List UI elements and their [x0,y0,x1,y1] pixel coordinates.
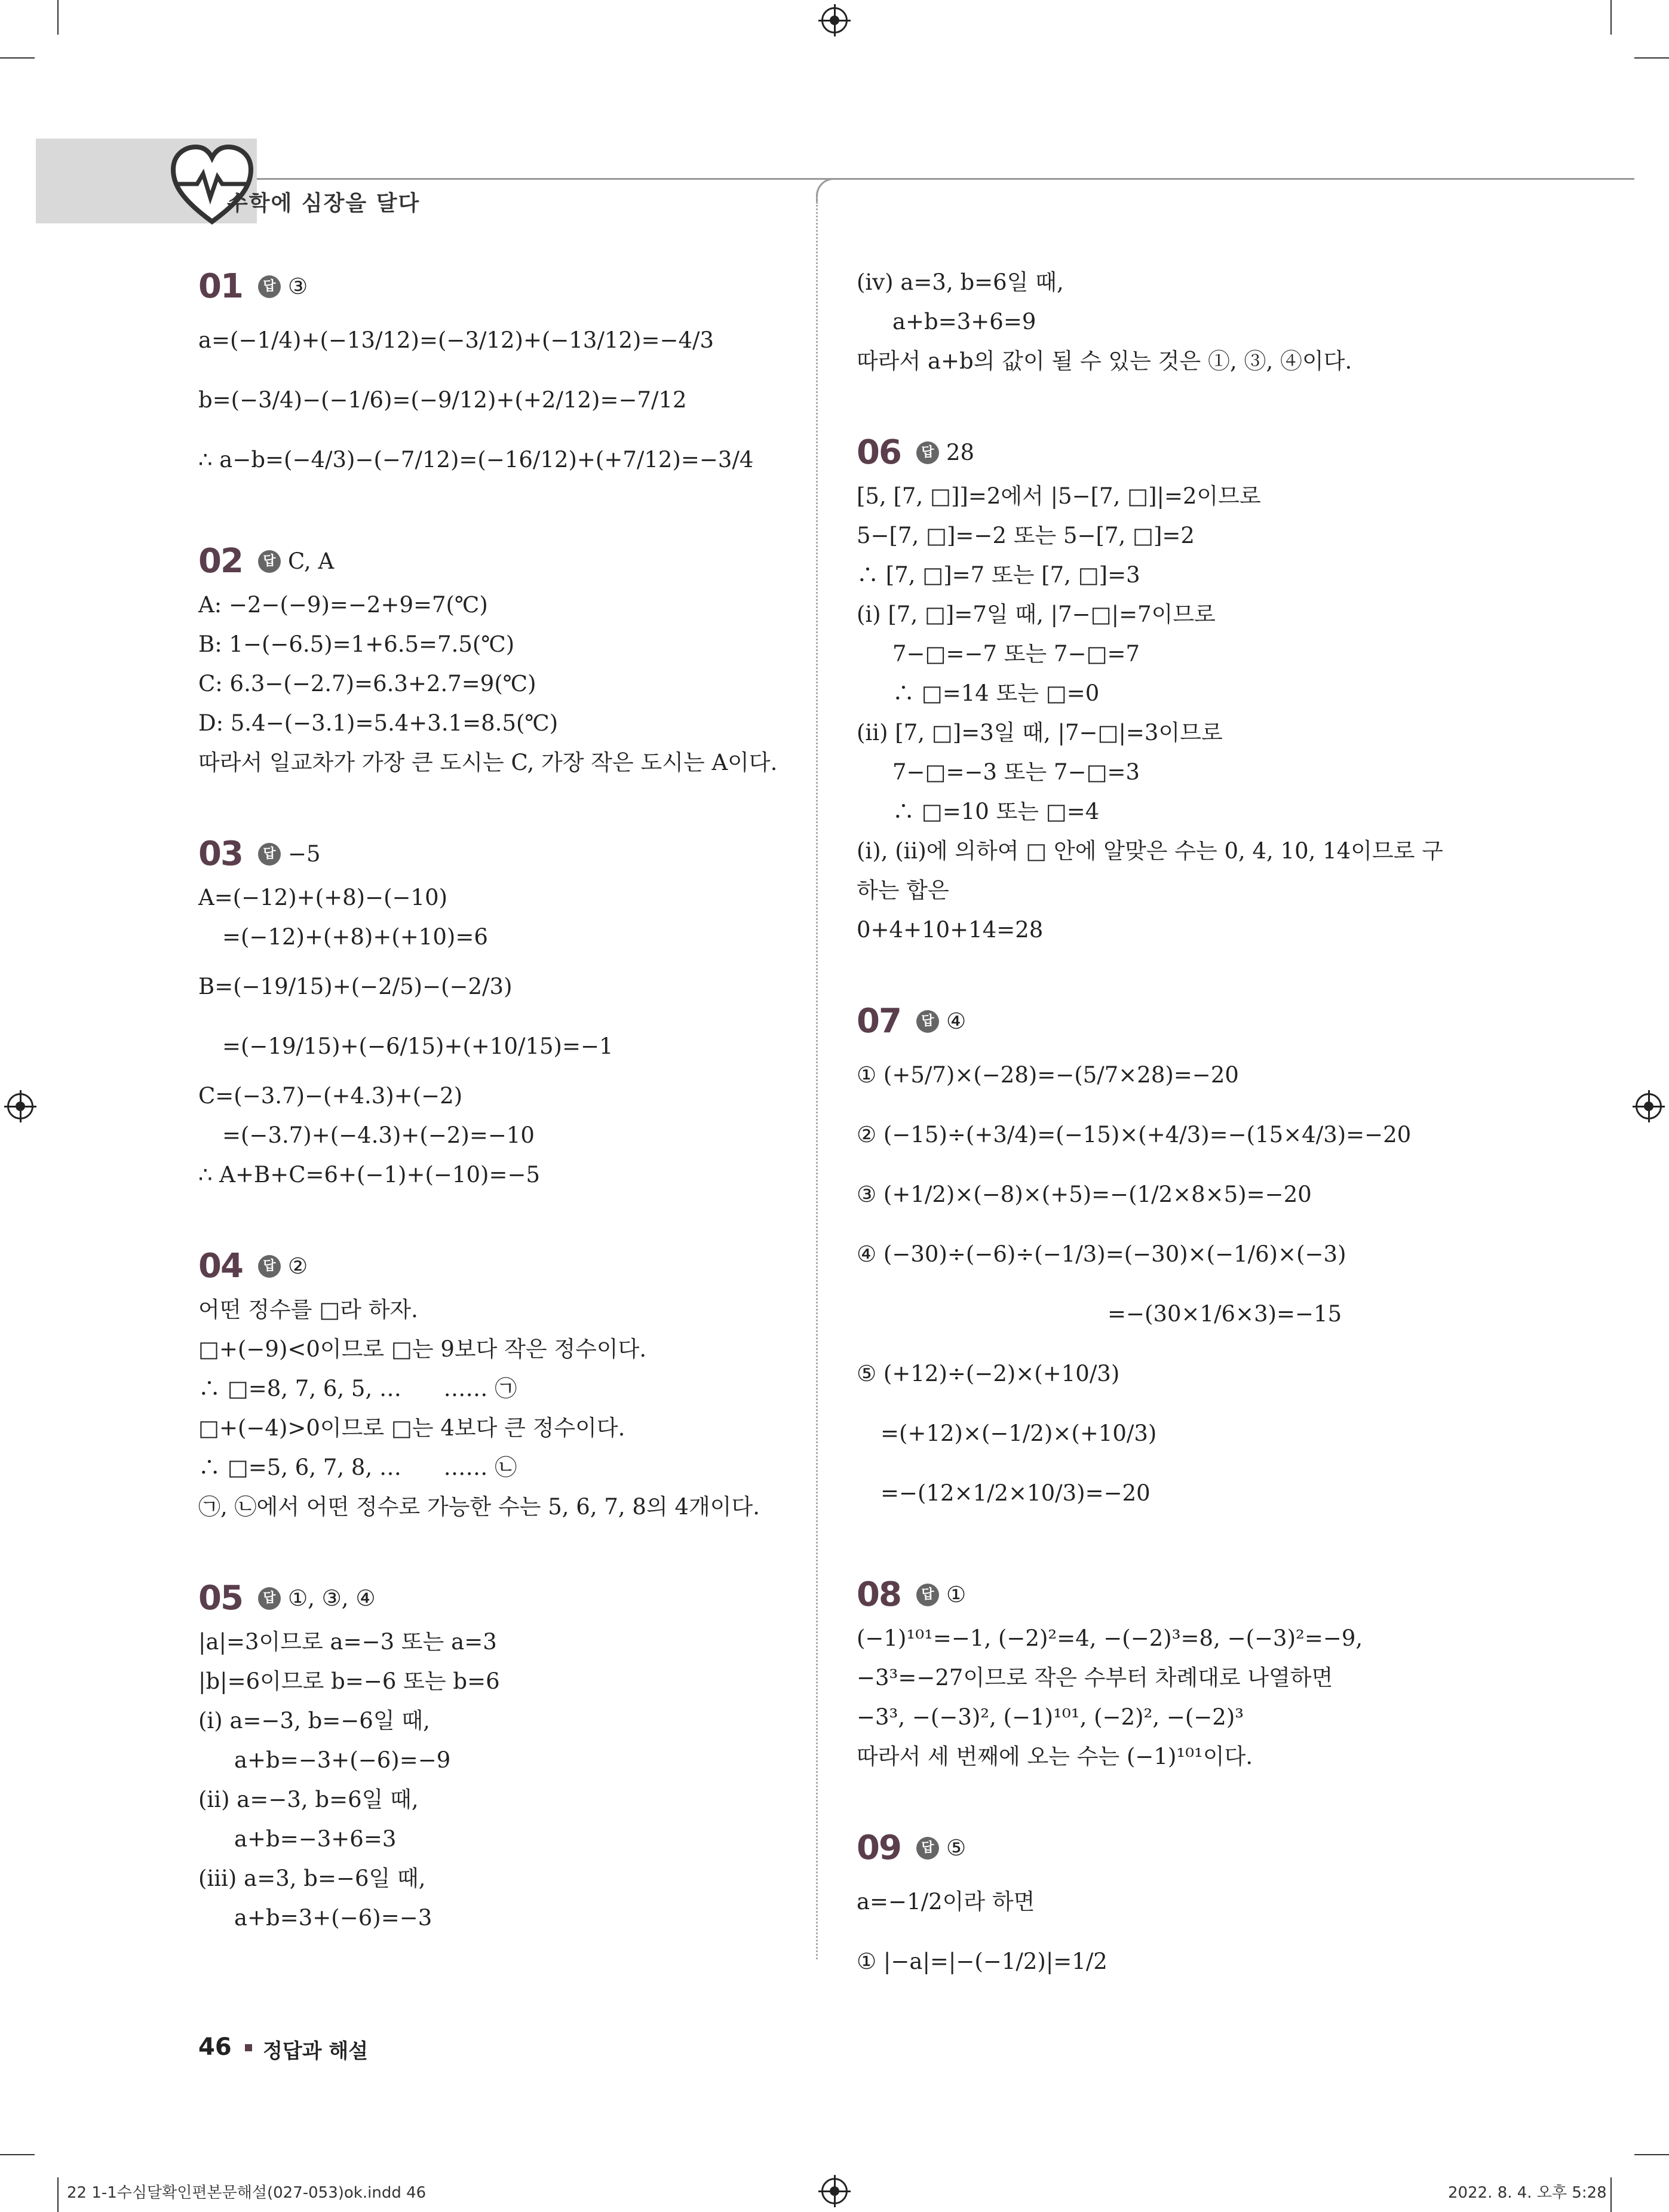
problem-header [198,538,796,585]
solution-line: 어떤 정수를 □라 하자. [198,1297,418,1323]
solution-line: 0+4+10+14=28 [857,917,1044,943]
problem-header [198,1575,796,1622]
problem-number: 07 [857,1002,901,1041]
solution-line: (ⅱ) a=−3, b=6일 때, [198,1787,419,1812]
problem-07 [857,998,1454,1523]
slug-file: 22 1-1수심달확인편본문해설(027-053)ok.indd 46 [67,2184,427,2202]
solution-line: =−(30×1/6×3)=−15 [1107,1301,1342,1327]
problem-header [198,830,796,878]
problem-01 [198,263,796,490]
answer-badge-icon: 답 [258,550,281,573]
solution-line: 따라서 일교차가 가장 큰 도시는 C, 가장 작은 도시는 A이다. [198,750,778,775]
answer-value: ③ [287,274,308,299]
solution-line: ① |−a|=|−(−1/2)|=1/2 [857,1949,1107,1974]
answer-badge-icon: 답 [916,1837,939,1860]
solution-line: =(−12)+(+8)+(+10)=6 [222,924,488,950]
solution-line: ∴ A+B+C=6+(−1)+(−10)=−5 [198,1162,540,1188]
solution-line: a=(−1/4)+(−13/12)=(−3/12)+(−13/12)=−4/3 [198,327,714,353]
column-divider-cap [816,178,836,204]
solution-line: B=(−19/15)+(−2/5)−(−2/3) [198,974,513,999]
problem-header [198,263,796,311]
solution-line: a=−1/2이라 하면 [857,1889,1035,1915]
answer-badge-icon: 답 [258,1587,281,1610]
problem-header [198,1242,796,1290]
answer-value: ① [946,1582,967,1607]
problem-cont [857,263,1454,381]
heart-logo-icon [167,141,257,231]
solution-line: (ⅱ) [7, □]=3일 때, |7−□|=3이므로 [857,720,1223,745]
crop-mark [1634,57,1669,59]
problem-number: 01 [198,267,243,306]
problem-number: 05 [198,1579,243,1618]
problem-03 [198,830,796,1195]
solution-line: C=(−3.7)−(+4.3)+(−2) [198,1083,463,1109]
solution-line: a+b=3+(−6)=−3 [234,1905,432,1931]
solution-line: 7−□=−7 또는 7−□=7 [892,641,1140,667]
answer-badge-icon: 답 [258,1255,281,1278]
right-column [857,263,1454,2039]
answer-value: ①, ③, ④ [287,1585,376,1611]
answer-value: −5 [287,841,321,867]
solution-line: □+(−9)<0이므로 □는 9보다 작은 정수이다. [198,1336,647,1362]
solution-line: −3³, −(−3)², (−1)¹⁰¹, (−2)², −(−2)³ [857,1704,1244,1730]
solution-line: a+b=−3+6=3 [234,1826,397,1852]
solution-line: ∴ □=14 또는 □=0 [892,680,1100,706]
solution-line: 따라서 a+b의 값이 될 수 있는 것은 ①, ③, ④이다. [857,348,1352,374]
solution-line: a+b=−3+(−6)=−9 [234,1747,451,1773]
problem-number: 02 [198,542,243,581]
solution-line: −3³=−27이므로 작은 수부터 차례대로 나열하면 [857,1665,1333,1691]
crop-mark [0,57,35,59]
registration-mark-icon [1636,1093,1662,1119]
solution-line: 따라서 세 번째에 오는 수는 (−1)¹⁰¹이다. [857,1744,1253,1769]
solution-line: C: 6.3−(−2.7)=6.3+2.7=9(℃) [198,671,536,697]
answer-badge-icon: 답 [916,1584,939,1606]
header-title: 수학에 심장을 달다 [227,191,421,216]
column-divider [816,197,818,1959]
answer-badge-icon: 답 [258,275,281,298]
header-rule [257,178,1634,180]
solution-line: D: 5.4−(−3.1)=5.4+3.1=8.5(℃) [198,710,559,736]
footer-label: 정답과 해설 [263,2039,369,2063]
registration-mark-icon [7,1093,33,1119]
solution-line: ① (+5/7)×(−28)=−(5/7×28)=−20 [857,1062,1239,1088]
problem-08 [857,1571,1454,1777]
problem-02 [198,538,796,783]
problem-number: 09 [857,1828,901,1867]
solution-line: B: 1−(−6.5)=1+6.5=7.5(℃) [198,631,515,657]
solution-line: (ⅰ) a=−3, b=−6일 때, [198,1708,430,1734]
solution-line: =(−19/15)+(−6/15)+(+10/15)=−1 [222,1033,613,1059]
solution-line: (ⅳ) a=3, b=6일 때, [857,269,1064,295]
registration-mark-icon [821,2178,848,2204]
solution-line: ∴ □=10 또는 □=4 [892,799,1100,824]
answer-badge-icon: 답 [258,843,281,866]
problem-06 [857,429,1454,950]
solution-line: ⑤ (+12)÷(−2)×(+10/3) [857,1361,1120,1386]
crop-mark [0,2154,35,2155]
answer-value: ④ [946,1008,967,1034]
problem-number: 03 [198,835,243,873]
answer-value: C, A [287,548,335,574]
solution-line: |a|=3이므로 a=−3 또는 a=3 [198,1629,497,1655]
slug-date: 2022. 8. 4. 오후 5:28 [1448,2184,1607,2202]
problem-header [857,1824,1454,1872]
problem-header [857,1571,1454,1619]
problem-09 [857,1824,1454,1992]
solution-line: (ⅲ) a=3, b=−6일 때, [198,1866,426,1891]
registration-mark-icon [821,7,848,33]
problem-header [857,998,1454,1045]
crop-mark [1610,0,1612,35]
problem-header [857,429,1454,477]
answer-value: 28 [946,440,975,465]
left-column [198,263,796,1986]
crop-mark [57,0,59,35]
solution-line: A: −2−(−9)=−2+9=7(℃) [198,592,488,618]
problem-number: 08 [857,1575,901,1614]
solution-line: ∴ a−b=(−4/3)−(−7/12)=(−16/12)+(+7/12)=−3/4 [198,447,754,473]
crop-mark [1610,2177,1612,2212]
solution-line: =−(12×1/2×10/3)=−20 [880,1480,1150,1506]
solution-line: |b|=6이므로 b=−6 또는 b=6 [198,1668,500,1694]
solution-line: (ⅰ) [7, □]=7일 때, |7−□|=7이므로 [857,602,1216,627]
solution-line: (−1)¹⁰¹=−1, (−2)²=4, −(−2)³=8, −(−3)²=−9, [857,1625,1363,1651]
problem-05 [198,1575,796,1938]
answer-value: ② [287,1253,308,1279]
crop-mark [1634,2154,1669,2155]
solution-line: =(−3.7)+(−4.3)+(−2)=−10 [222,1122,535,1148]
solution-line: 하는 합은 [857,878,949,903]
solution-line: ∴ [7, □]=7 또는 [7, □]=3 [857,562,1140,588]
page-number: 46 [198,2033,232,2061]
answer-badge-icon: 답 [916,1010,939,1033]
problem-04 [198,1242,796,1527]
solution-line: ④ (−30)÷(−6)÷(−1/3)=(−30)×(−1/6)×(−3) [857,1241,1346,1267]
solution-line: (ⅰ), (ⅱ)에 의하여 □ 안에 알맞은 수는 0, 4, 10, 14이므로 구 [857,838,1443,864]
solution-line: ∴ □=8, 7, 6, 5, … …… ㉠ [198,1376,517,1401]
solution-line: ∴ □=5, 6, 7, 8, … …… ㉡ [198,1455,517,1480]
solution-line: =(+12)×(−1/2)×(+10/3) [880,1421,1157,1446]
solution-line: 5−[7, □]=−2 또는 5−[7, □]=2 [857,523,1195,548]
solution-line: a+b=3+6=9 [892,309,1036,335]
answer-value: ⑤ [946,1835,967,1861]
crop-mark [57,2177,59,2212]
solution-line: A=(−12)+(+8)−(−10) [198,885,448,910]
solution-line: 7−□=−3 또는 7−□=3 [892,759,1140,785]
problem-number: 04 [198,1247,243,1286]
solution-line: □+(−4)>0이므로 □는 4보다 큰 정수이다. [198,1415,625,1441]
solution-line: [5, [7, □]]=2에서 |5−[7, □]|=2이므로 [857,483,1261,509]
footer-bullet [245,2044,252,2051]
answer-badge-icon: 답 [916,441,939,464]
solution-line: ㉠, ㉡에서 어떤 정수로 가능한 수는 5, 6, 7, 8의 4개이다. [198,1494,760,1520]
solution-line: ③ (+1/2)×(−8)×(+5)=−(1/2×8×5)=−20 [857,1182,1312,1207]
problem-number: 06 [857,433,901,472]
solution-line: ② (−15)÷(+3/4)=(−15)×(+4/3)=−(15×4/3)=−20 [857,1122,1412,1148]
solution-line: b=(−3/4)−(−1/6)=(−9/12)+(+2/12)=−7/12 [198,387,687,413]
